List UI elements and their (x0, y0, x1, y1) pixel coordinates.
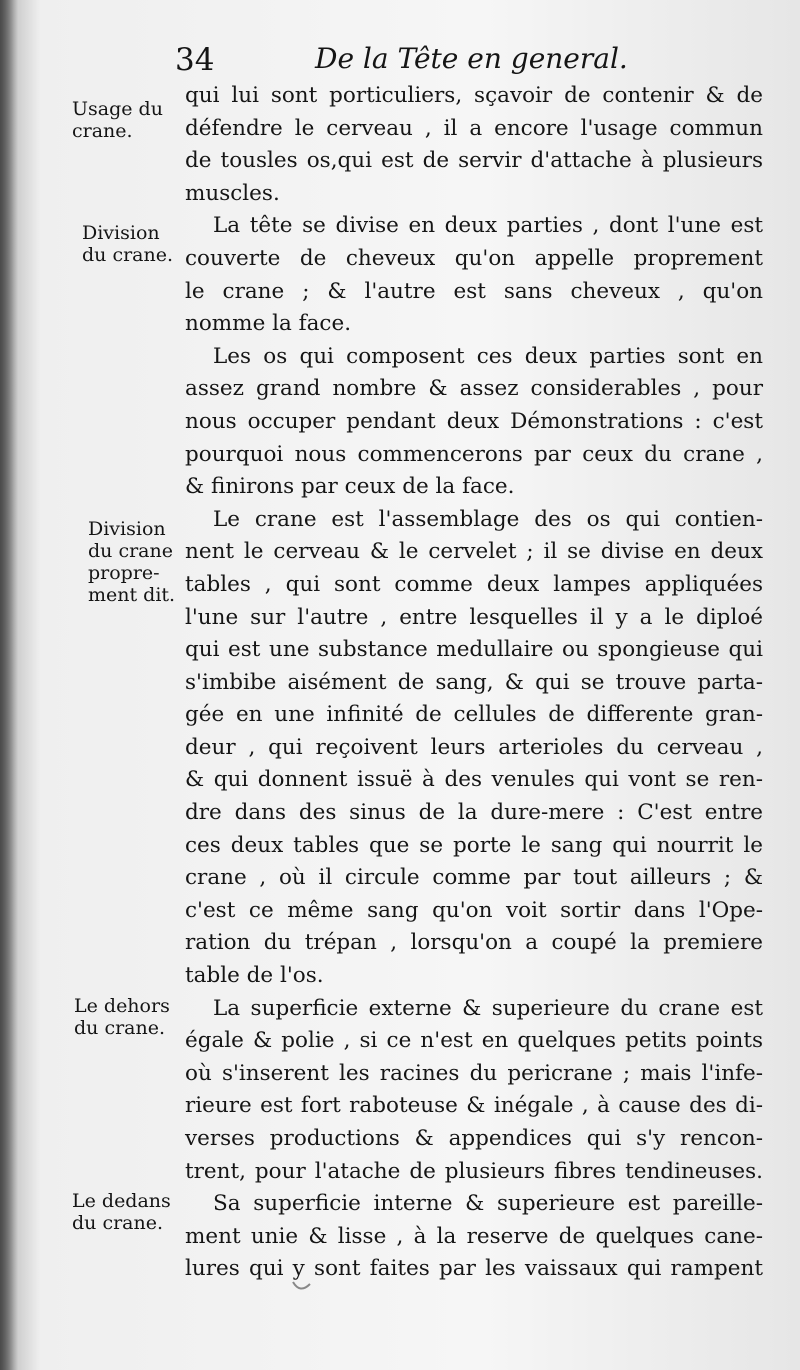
text-line: ment unie & lisse , à la reserve de quelques cane- (185, 1223, 763, 1249)
text-line: couverte de cheveux qu'on appelle proprement (185, 245, 763, 271)
text-line: crane , où il circule comme par tout ailleurs ; & (185, 865, 763, 891)
text-line: gée en une infinité de cellules de differente gran- (185, 702, 763, 728)
text-line: & qui donnent issuë à des venules qui vont se ren- (185, 767, 763, 793)
text-line: c'est ce même sang qu'on voit sortir dans l'Ope- (185, 897, 763, 923)
text-line: rieure est fort raboteuse & inégale , à cause des di- (185, 1093, 763, 1119)
body-text (185, 80, 763, 1286)
page-number: 34 (175, 42, 215, 78)
margin-note-usage (72, 98, 202, 142)
text-line: nous occuper pendant deux Démonstrations : c'est (185, 408, 763, 434)
text-line: Sa superficie interne & superieure est pareille- (213, 1191, 763, 1217)
text-line: l'une sur l'autre , entre lesquelles il y a le diploé (185, 604, 763, 630)
margin-note-line: Division (82, 222, 160, 244)
margin-note-line: du crane. (74, 1017, 166, 1039)
text-line: tables , qui sont comme deux lampes appliquées (185, 571, 763, 597)
margin-note-line: propre- (88, 562, 160, 584)
text-line: égale & polie , si ce n'est en quelques petits points (185, 1028, 763, 1054)
text-line: Les os qui composent ces deux parties sont en (213, 343, 763, 369)
page-header (175, 42, 765, 82)
text-line: Le crane est l'assemblage des os qui contien- (213, 506, 763, 532)
ink-blot-icon (290, 1275, 314, 1300)
text-line: trent, pour l'atache de plusieurs fibres tendineuses. (185, 1158, 763, 1184)
margin-note-line: du crane. (72, 1212, 164, 1234)
text-line: s'imbibe aisément de sang, & qui se trouve parta- (185, 669, 763, 695)
text-line: muscles. (185, 180, 280, 206)
text-line: & finirons par ceux de la face. (185, 474, 515, 500)
text-line: ces deux tables que se porte le sang qui nourrit le (185, 832, 763, 858)
text-line: où s'inserent les racines du pericrane ; mais l'infe- (185, 1060, 763, 1086)
margin-note-line: crane. (72, 120, 133, 142)
margin-note-line: Usage du (72, 98, 163, 120)
text-line: qui lui sont porticuliers, sçavoir de contenir & de (185, 83, 763, 108)
text-line: assez grand nombre & assez considerables , pour (185, 376, 763, 402)
text-line: de tousles os,qui est de servir d'attache à plusieurs (185, 148, 763, 174)
text-line: deur , qui reçoivent leurs arterioles du cerveau , (185, 734, 763, 760)
margin-note-inside (72, 1190, 202, 1234)
margin-note-line: du crane (88, 540, 173, 562)
text-line: La superficie externe & superieure du crane est (213, 995, 763, 1021)
text-line: La tête se divise en deux parties , dont l'une est (213, 213, 763, 239)
margin-note-line: Le dedans (72, 1190, 171, 1212)
running-title: De la Tête en general. (315, 42, 628, 75)
text-line: verses productions & appendices qui s'y rencon- (185, 1126, 763, 1151)
margin-note-line: ment dit. (88, 584, 176, 606)
text-line: dre dans des sinus de la dure-mere : C'est entre (185, 800, 763, 826)
text-line: le crane ; & l'autre est sans cheveux , qu'on (185, 278, 763, 304)
text-line: ration du trépan , lorsqu'on a coupé la premiere (185, 930, 763, 956)
text-line: nent le cerveau & le cervelet ; il se divise en deux (185, 539, 763, 565)
margin-note-line: Division (88, 518, 166, 540)
text-line: défendre le cerveau , il a encore l'usage commun (185, 115, 763, 141)
text-line: table de l'os. (185, 963, 324, 989)
margin-note-line: du crane. (82, 244, 174, 266)
text-line: pourquoi nous commencerons par ceux du crane , (185, 441, 763, 467)
text-line: lures qui y sont faites par les vaissaux qui rampent (185, 1256, 763, 1282)
text-line: qui est une substance medullaire ou spongieuse qui (185, 637, 763, 663)
margin-note-line: Le dehors (74, 995, 170, 1017)
text-line: nomme la face. (185, 311, 352, 337)
